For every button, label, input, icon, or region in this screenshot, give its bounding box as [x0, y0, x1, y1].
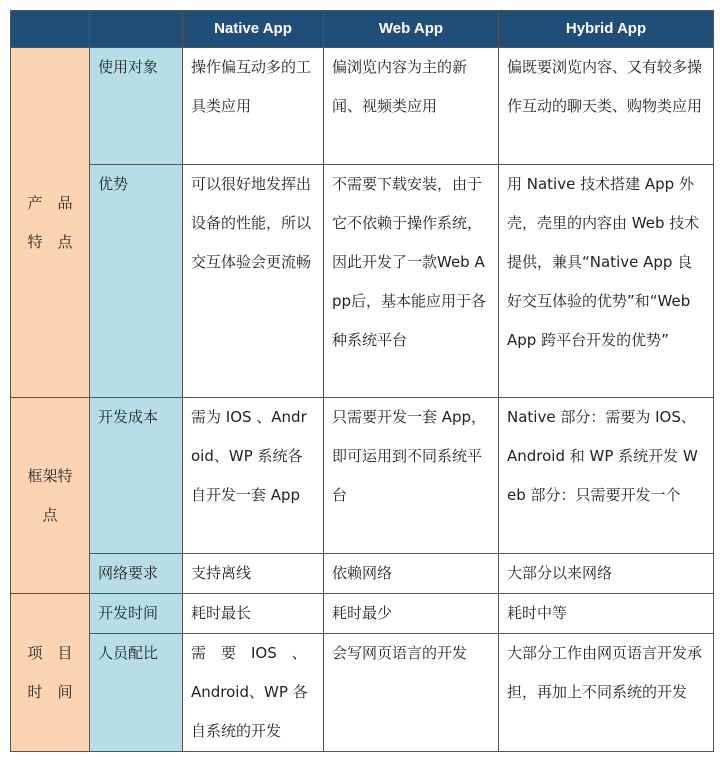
row-label-cost: 开发成本 [90, 398, 183, 554]
cell-network-web: 依赖网络 [324, 554, 499, 594]
header-web-app: Web App [324, 11, 499, 48]
row-staff [11, 634, 714, 752]
cell-staff-hybrid: 大部分工作由网页语言开发承担，再加上不同系统的开发 [499, 634, 714, 752]
header-native-app: Native App [183, 11, 324, 48]
row-label-devtime: 开发时间 [90, 594, 183, 634]
group-framework-features: 框架特 点 [11, 398, 90, 594]
row-cost [11, 398, 714, 554]
cell-network-native: 支持离线 [183, 554, 324, 594]
cell-advantage-hybrid: 用 Native 技术搭建 App 外壳，壳里的内容由 Web 技术提供，兼具“Native App 良好交互体验的优势”和“Web App 跨平台开发的优势” [499, 165, 714, 398]
cell-advantage-native: 可以很好地发挥出设备的性能，所以交互体验会更流畅 [183, 165, 324, 398]
cell-users-web: 偏浏览内容为主的新闻、视频类应用 [324, 48, 499, 165]
row-devtime [11, 594, 714, 634]
row-label-staff: 人员配比 [90, 634, 183, 752]
group-product-features: 产 品 特 点 [11, 48, 90, 398]
cell-cost-hybrid: Native 部分：需要为 IOS、Android 和 WP 系统开发 Web 部分：只需要开发一个 [499, 398, 714, 554]
cell-cost-web: 只需要开发一套 App，即可运用到不同系统平台 [324, 398, 499, 554]
row-label-users: 使用对象 [90, 48, 183, 165]
comparison-table [10, 10, 714, 752]
cell-advantage-web: 不需要下载安装，由于它不依赖于操作系统，因此开发了一款Web App后，基本能应用于各种系统平台 [324, 165, 499, 398]
cell-devtime-web: 耗时最少 [324, 594, 499, 634]
header-blank-2 [90, 11, 183, 48]
row-label-advantage: 优势 [90, 165, 183, 398]
cell-users-native: 操作偏互动多的工具类应用 [183, 48, 324, 165]
header-hybrid-app: Hybrid App [499, 11, 714, 48]
cell-users-hybrid: 偏既要浏览内容、又有较多操作互动的聊天类、购物类应用 [499, 48, 714, 165]
row-advantage [11, 165, 714, 398]
cell-devtime-native: 耗时最长 [183, 594, 324, 634]
row-users [11, 48, 714, 165]
group-project-time: 项 目 时 间 [11, 594, 90, 752]
header-blank-1 [11, 11, 90, 48]
row-label-network: 网络要求 [90, 554, 183, 594]
cell-cost-native: 需为 IOS 、Android、WP 系统各自开发一套 App [183, 398, 324, 554]
cell-staff-native: 需 要 IOS 、Android、WP 各自系统的开发 [183, 634, 324, 752]
row-network [11, 554, 714, 594]
header-row [11, 11, 714, 48]
cell-staff-web: 会写网页语言的开发 [324, 634, 499, 752]
cell-network-hybrid: 大部分以来网络 [499, 554, 714, 594]
cell-devtime-hybrid: 耗时中等 [499, 594, 714, 634]
